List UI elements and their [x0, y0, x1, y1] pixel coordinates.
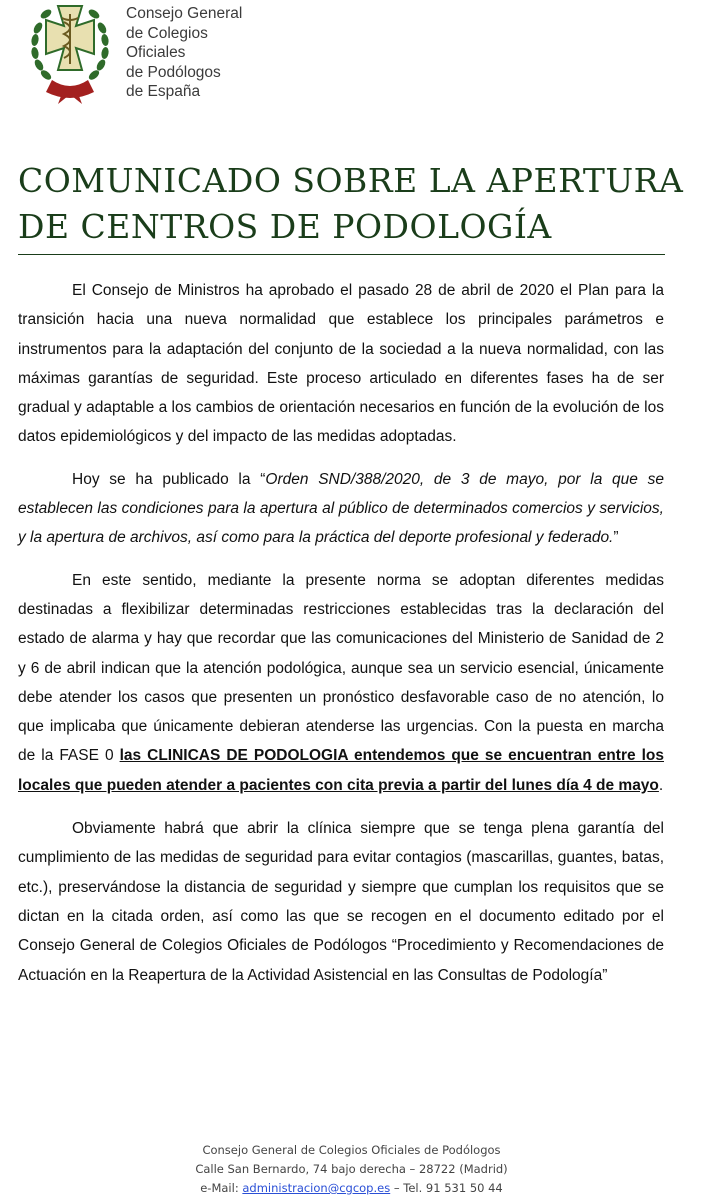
paragraph-4: Obviamente habrá que abrir la clínica siempre que se tenga plena garantía del cumplimiento de las medidas de seguridad para evitar contagios (mascarillas, guantes, batas, etc.), preservándose la distancia de seguridad y siempre que cumplan los requisitos que se dictan en la citada orden, así como las que se recogen en el documento editado por el Consejo General de Colegios Oficiales de Podólogos “Procedimiento y Recomendaciones de Actuación en la Reapertura de la Actividad Asistencial en las Consultas de Podología” [18, 820, 664, 984]
document-title [18, 158, 688, 250]
phone-number: – Tel. 91 531 50 44 [390, 1181, 503, 1195]
paragraph-2 [18, 465, 664, 553]
org-line: de Podólogos [126, 63, 221, 81]
p3-period: . [658, 776, 664, 794]
p2-closing-quote: ” [613, 529, 619, 547]
footer-address: Calle San Bernardo, 74 bajo derecha – 28722 (Madrid) [195, 1162, 508, 1176]
organization-name [126, 4, 242, 102]
title-divider [18, 254, 665, 255]
footer-org-name: Consejo General de Colegios Oficiales de Podólogos [202, 1143, 501, 1157]
org-line: Consejo General [126, 5, 243, 22]
title-line-1: COMUNICADO SOBRE LA APERTURA [18, 161, 684, 200]
p2-intro: Hoy se ha publicado la “ [72, 470, 266, 488]
paragraph-3 [18, 566, 664, 800]
order-citation: Orden SND/388/2020, de 3 de mayo, por la que se establecen las condiciones para la apertura al público de determinados comercios y servicios, y la apertura de archivos, así como para la práctica del deporte profesional y federado. [18, 470, 664, 547]
paragraph-1: El Consejo de Ministros ha aprobado el pasado 28 de abril de 2020 el Plan para la transición hacia una nueva normalidad que establece los principales parámetros e instrumentos para la adaptación del conjunto de la sociedad a la nueva normalidad, con las máximas garantías de seguridad. Este proceso articulado en diferentes fases ha de ser gradual y adaptable a los cambios de orientación necesarios en función de la evolución de los datos epidemiológicos y del impacto de las medidas adoptadas. [18, 282, 664, 446]
title-line-2: DE CENTROS DE PODOLOGÍA [18, 207, 552, 246]
email-label: e-Mail: [200, 1181, 243, 1195]
highlighted-statement: las CLINICAS DE PODOLOGIA entendemos que se encuentran entre los locales que pueden atender a pacientes con cita previa a partir del lunes día 4 de mayo [18, 747, 664, 794]
p3-text: En este sentido, mediante la presente norma se adoptan diferentes medidas destinadas a flexibilizar determinadas restricciones establecidas tras la declaración del estado de alarma y hay que recordar que las comunicaciones del Ministerio de Sanidad de 2 y 6 de abril indican que la atención podológica, aunque sea un servicio esencial, únicamente debe atender los casos que presenten un pronóstico desfavorable caso de no atención, lo que implicaba que únicamente debieran atenderse las urgencias. Con la puesta en marcha de la FASE 0 [18, 571, 664, 765]
org-line: de Colegios [126, 24, 208, 42]
document-body [18, 276, 664, 1003]
footer-contact [0, 1179, 703, 1198]
council-crest-logo [28, 0, 112, 106]
letterhead [28, 0, 448, 108]
footer [0, 1141, 703, 1198]
org-line: de España [126, 83, 201, 101]
org-line: Oficiales [126, 44, 186, 62]
email-link[interactable]: administracion@cgcop.es [242, 1181, 391, 1195]
